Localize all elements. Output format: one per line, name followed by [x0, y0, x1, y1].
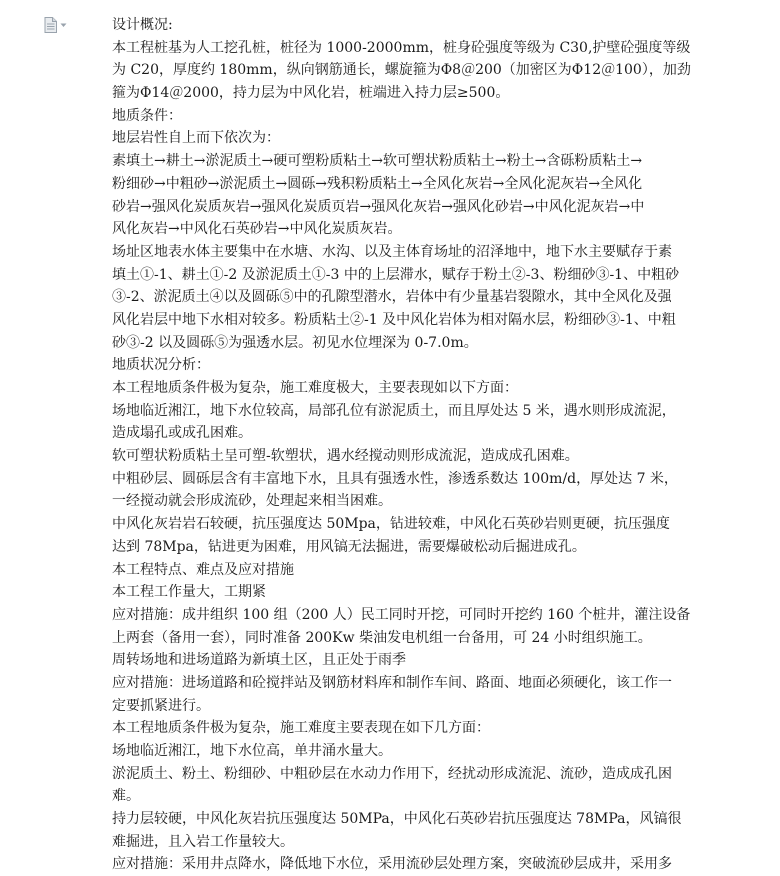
text-line: 地层岩性自上而下依次为： [112, 130, 280, 147]
text-line: 定要抓紧进行。 [112, 697, 210, 714]
text-line: 应对措施：成井组织 100 组（200 人）民工同时开挖，可同时开挖约 160 个桩井，灌注设备 [112, 606, 691, 623]
text-line: 中粗砂层、圆砾层含有丰富地下水，且具有强透水性，渗透系数达 100m/d，厚处达 7 米， [112, 470, 678, 487]
text-line: 砂③-2 以及圆砾⑤为强透水层。初见水位埋深为 0-7.0m。 [112, 334, 478, 351]
text-line: 场地临近湘江，地下水位较高，局部孔位有淤泥质土，而且厚处达 5 米，遇水则形成流泥， [112, 402, 676, 419]
text-line: 粉细砂→中粗砂→淤泥质土→圆砾→残积粉质粘土→全风化灰岩→全风化泥灰岩→全风化 [112, 175, 643, 192]
text-line: 地质状况分析： [112, 357, 210, 374]
text-line: 场地临近湘江，地下水位高，单井涌水量大。 [112, 743, 392, 759]
text-line: 持力层较硬，中风化灰岩抗压强度达 50MPa，中风化石英砂岩抗压强度达 78MPa，风镐很 [112, 811, 682, 828]
text-line: 填土①-1、耕土①-2 及淤泥质土①-3 中的上层滞水，赋存于粉土②-3、粉细砂③-1、中粗砂 [112, 266, 680, 283]
text-line: 一经搅动就会形成流砂，处理起来相当困难。 [112, 493, 392, 510]
text-line: 地质条件： [112, 107, 182, 124]
text-line: 周转场地和进场道路为新填土区，且正处于雨季 [112, 652, 406, 669]
text-line: 为 C20，厚度约 180mm，纵向钢筋通长，螺旋箍为Φ8＠200（加密区为Φ12＠100），加劲 [112, 62, 691, 79]
text-line: 砂岩→强风化炭质灰岩→强风化炭质页岩→强风化灰岩→强风化砂岩→中风化泥灰岩→中 [112, 198, 645, 215]
text-line: 箍为Φ14＠2000，持力层为中风化岩，桩端进入持力层≥500。 [112, 85, 510, 102]
document-icon [44, 17, 57, 33]
text-line: 本工程地质条件极为复杂，施工难度主要表现在如下几方面： [112, 720, 490, 737]
document-menu-button[interactable] [44, 16, 70, 34]
text-line: 设计概况: [112, 17, 173, 33]
text-line: 难掘进，且入岩工作量较大。 [112, 833, 294, 850]
document-body [112, 14, 691, 876]
text-line: 造成塌孔或成孔困难。 [112, 425, 252, 442]
text-line: 难。 [112, 788, 140, 805]
text-line: 应对措施：采用井点降水，降低地下水位，采用流砂层处理方案，突破流砂层成井，采用多 [112, 856, 672, 873]
text-line: 本工程地质条件极为复杂，施工难度极大，主要表现如以下方面： [112, 380, 518, 396]
text-line: 本工程工作量大，工期紧 [112, 584, 266, 601]
text-line: 场址区地表水体主要集中在水塘、水沟、以及主体育场址的沼泽地中，地下水主要赋存于素 [112, 243, 672, 260]
text-line: 本工程桩基为人工挖孔桩，桩径为 1000-2000mm，桩身砼强度等级为 C30,护壁砼强度等级 [112, 39, 691, 56]
text-line: ③-2、淤泥质土④以及圆砾⑤中的孔隙型潜水，岩体中有少量基岩裂隙水，其中全风化及强 [112, 289, 672, 306]
text-line: 风化岩层中地下水相对较多。粉质粘土②-1 及中风化岩体为相对隔水层，粉细砂③-1、中粗 [112, 311, 676, 328]
text-line: 风化灰岩→中风化石英砂岩→中风化炭质灰岩。 [112, 221, 402, 238]
text-line: 淤泥质土、粉土、粉细砂、中粗砂层在水动力作用下，经扰动形成流泥、流砂，造成成孔困 [112, 765, 672, 782]
text-line: 软可塑状粉质粘土呈可塑-软塑状，遇水经搅动则形成流泥，造成成孔困难。 [112, 448, 579, 465]
text-line: 中风化灰岩岩石较硬，抗压强度达 50Mpa，钻进较难，中风化石英砂岩则更硬，抗压强度 [112, 516, 670, 533]
text-line: 本工程特点、难点及应对措施 [112, 561, 294, 578]
text-line: 素填土→耕土→淤泥质土→硬可塑粉质粘土→软可塑状粉质粘土→粉土→含砾粉质粘土→ [112, 153, 643, 170]
text-line: 上两套（备用一套），同时准备 200Kw 柴油发电机组一台备用，可 24 小时组织施工。 [112, 629, 652, 646]
text-line: 应对措施：进场道路和砼搅拌站及钢筋材料库和制作车间、路面、地面必须硬化，该工作一 [112, 674, 672, 691]
dropdown-arrow-icon [60, 23, 67, 28]
text-line: 达到 78Mpa，钻进更为困难，用风镐无法掘进，需要爆破松动后掘进成孔。 [112, 538, 586, 555]
